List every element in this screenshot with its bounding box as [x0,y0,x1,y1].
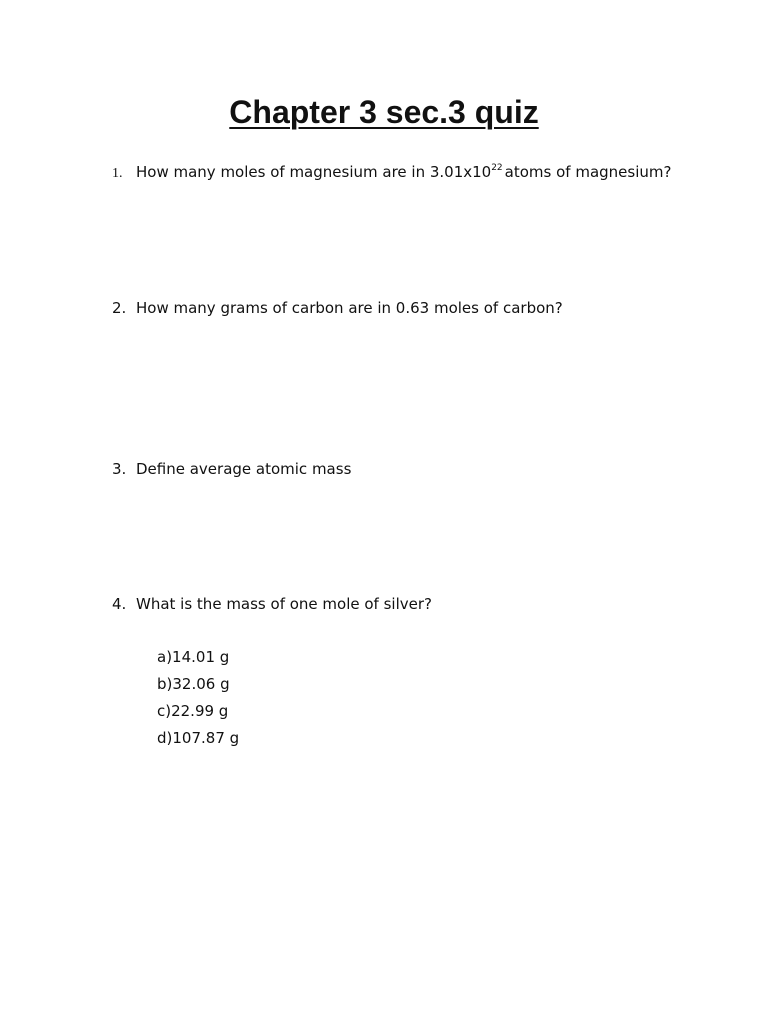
question-number: 3. [112,460,127,478]
answer-options [157,647,239,755]
answer-option-d: d)107.87 g [157,729,240,747]
question-number: 1. [112,166,123,181]
question-text-continued: atoms of magnesium? [504,163,672,181]
question-text: How many moles of magnesium are in 3.01x10 [136,163,492,181]
question-1 [112,162,671,184]
question-text: What is the mass of one mole of silver? [136,595,432,613]
question-3 [112,459,351,479]
question-exponent: 22 [491,163,503,173]
question-number: 4. [112,595,127,613]
question-text: How many grams of carbon are in 0.63 moles of carbon? [136,299,563,317]
answer-option-a: a)14.01 g [157,648,230,666]
page-title: Chapter 3 sec.3 quiz [229,94,539,130]
question-text: Define average atomic mass [136,460,352,478]
question-number: 2. [112,299,127,317]
question-4 [112,594,432,614]
answer-option-c: c)22.99 g [157,702,229,720]
answer-option-b: b)32.06 g [157,675,230,693]
question-2 [112,298,563,318]
